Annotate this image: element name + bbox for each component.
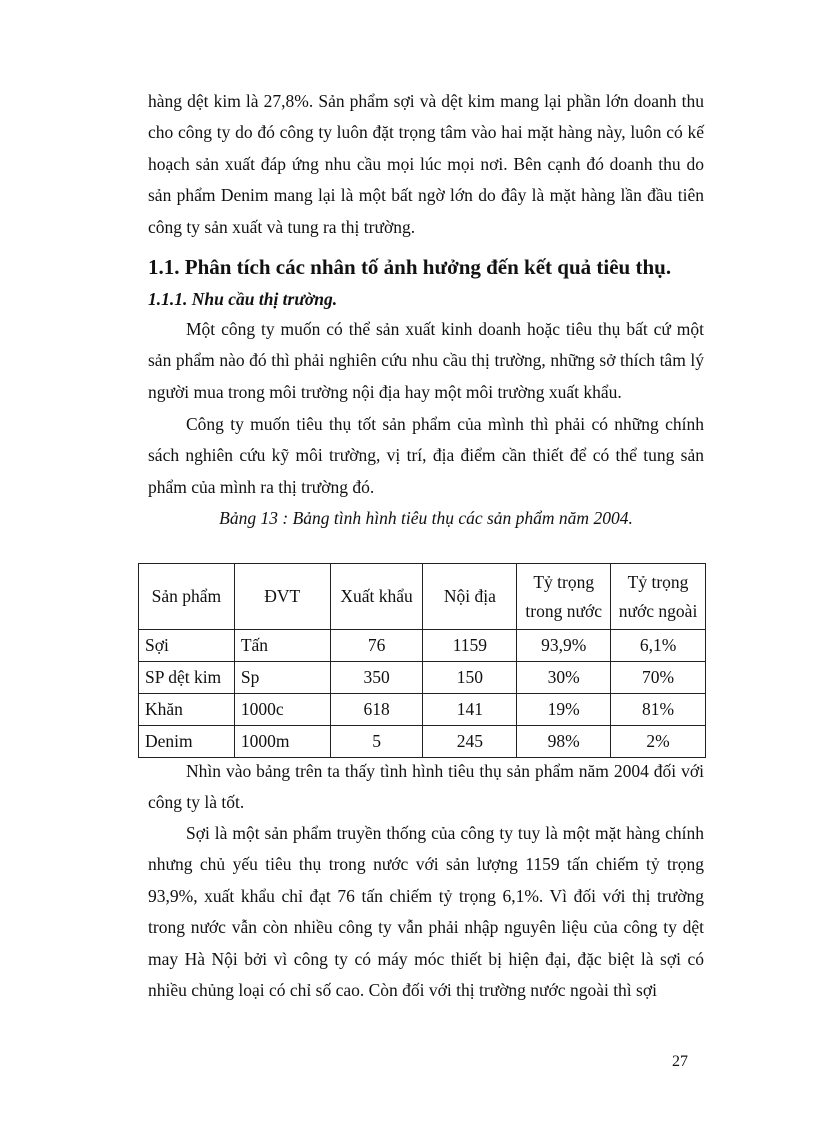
table-cell: 245 — [423, 726, 517, 758]
table-cell: 19% — [517, 694, 611, 726]
table-cell: Denim — [139, 726, 235, 758]
section-heading: 1.1. Phân tích các nhân tố ảnh hưởng đến kết quả tiêu thụ. — [148, 255, 672, 279]
table-cell: 5 — [330, 726, 423, 758]
table-row — [139, 630, 706, 662]
header-cell: Xuất khẩu — [330, 564, 423, 630]
paragraph-market-demand: Một công ty muốn có thể sản xuất kinh doanh hoặc tiêu thụ bất cứ một sản phẩm nào đó thì phải nghiên cứu nhu cầu thị trường, những sở thích tâm lý người mua trong môi trường nội địa hay một môi trường xuất khẩu. — [148, 319, 704, 402]
table-row — [139, 662, 706, 694]
table-cell: Sp — [234, 662, 330, 694]
paragraph-consumption-policy: Công ty muốn tiêu thụ tốt sản phẩm của mình thì phải có những chính sách nghiên cứu kỹ môi trường, vị trí, địa điểm cần thiết để có thể tung sản phẩm của mình ra thị trường đó. — [148, 414, 704, 497]
subsection-heading: 1.1.1. Nhu cầu thị trường. — [148, 289, 338, 309]
table-cell: 98% — [517, 726, 611, 758]
table-cell: SP dệt kim — [139, 662, 235, 694]
table-row — [139, 726, 706, 758]
table-caption: Bảng 13 : Bảng tình hình tiêu thụ các sản phẩm năm 2004. — [219, 508, 633, 528]
header-cell: Tỷ trọng trong nước — [517, 564, 611, 630]
page-number: 27 — [672, 1053, 688, 1070]
table-cell: 81% — [611, 694, 706, 726]
table-cell: 141 — [423, 694, 517, 726]
header-cell: Sản phẩm — [139, 564, 235, 630]
table-cell: 150 — [423, 662, 517, 694]
sales-table — [138, 563, 706, 758]
table-cell: 618 — [330, 694, 423, 726]
table-cell: 1159 — [423, 630, 517, 662]
table-row — [139, 694, 706, 726]
paragraph-yarn-analysis: Sợi là một sản phẩm truyền thống của công ty tuy là một mặt hàng chính nhưng chủ yếu tiêu thụ trong nước với sản lượng 1159 tấn chiếm tỷ trọng 93,9%, xuất khẩu chỉ đạt 76 tấn chiếm tỷ trọng 6,1%. Vì đối với thị trường trong nước vẫn còn nhiều công ty vẫn phải nhập nguyên liệu của công ty dệt may Hà Nội bởi vì công ty có máy móc thiết bị hiện đại, đặc biệt là sợi có nhiều chủng loại có chỉ số cao. Còn đối với thị trường nước ngoài thì sợi — [148, 823, 704, 1001]
table-cell: 1000c — [234, 694, 330, 726]
table-cell: Sợi — [139, 630, 235, 662]
table-cell: 76 — [330, 630, 423, 662]
table-cell: 2% — [611, 726, 706, 758]
table-cell: 1000m — [234, 726, 330, 758]
table-cell: Tấn — [234, 630, 330, 662]
table-cell: 93,9% — [517, 630, 611, 662]
table-cell: 70% — [611, 662, 706, 694]
header-cell: Nội địa — [423, 564, 517, 630]
table-cell: 30% — [517, 662, 611, 694]
header-cell: Tỷ trọng nước ngoài — [611, 564, 706, 630]
table-cell: 350 — [330, 662, 423, 694]
table-cell: 6,1% — [611, 630, 706, 662]
paragraph-intro: hàng dệt kim là 27,8%. Sản phẩm sợi và dệt kim mang lại phần lớn doanh thu cho công ty do đó công ty luôn đặt trọng tâm vào hai mặt hàng này, luôn có kế hoạch sản xuất đáp ứng nhu cầu mọi lúc mọi nơi. Bên cạnh đó doanh thu do sản phẩm Denim mang lại là một bất ngờ lớn do đây là mặt hàng lần đầu tiên công ty sản xuất và tung ra thị trường. — [148, 91, 704, 237]
table-cell: Khăn — [139, 694, 235, 726]
paragraph-table-summary: Nhìn vào bảng trên ta thấy tình hình tiêu thụ sản phẩm năm 2004 đối với công ty là tốt. — [148, 761, 704, 813]
table-header-row — [139, 564, 706, 630]
header-cell: ĐVT — [234, 564, 330, 630]
